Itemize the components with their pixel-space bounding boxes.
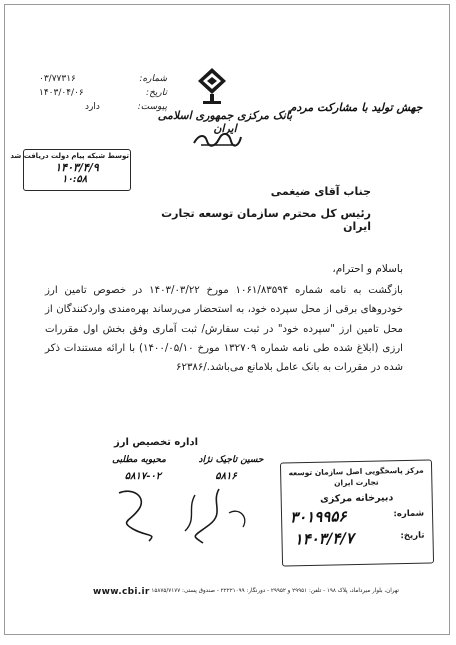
registration-stamp-office: دبیرخانه مرکزی	[319, 492, 394, 505]
meta-attachment-label: پیوست:	[137, 102, 167, 112]
received-stamp-time: ۱۰:۵۸	[62, 174, 88, 185]
registration-stamp-org: مرکز پاسخگویی اصل سازمان توسعه تجارت ایران	[288, 465, 424, 488]
registration-stamp	[280, 459, 434, 566]
motto: جهش تولید با مشارکت مردم	[289, 101, 423, 114]
bank-logo-icon	[197, 67, 227, 105]
footer-website: www.cbi.ir	[93, 587, 150, 597]
meta-date	[39, 87, 167, 100]
meta-attachment	[39, 101, 167, 114]
registration-date-value: ۱۴۰۳/۴/۷	[294, 529, 355, 549]
meta-number-value: ۰۳/۷۷۳۱۶	[39, 74, 76, 84]
registration-date-label: تاریخ:	[400, 530, 425, 542]
bank-name: بانک مرکزی جمهوری اسلامی ایران	[157, 109, 293, 135]
received-stamp-date: ۱۴۰۳/۴/۹	[55, 161, 99, 174]
meta-date-value: ۱۴۰۳/۰۴/۰۶	[39, 88, 84, 98]
letter-body: بازگشت به نامه شماره ۱۰۶۱/۸۳۵۹۴ مورخ ۱۴۰۳/۰۳/۲۲ در خصوص تامین ارز خودروهای برقی از محل سپرده خود، به استحضار می‌رساند بهره‌مندی واردکنندگان از محل تامین ارز "سپرده خود" در ثبت سفارش/ ثبت آماری وفق بخش اول مقررات ارزی (ابلاغ شده طی نامه شماره ۱۳۲۷۰۹ مورخ ۱۴۰۰/۰۵/۱۰) با ارائه مستندات ذکر شده در مقررات به بانک عامل بلامانع می‌باشد./۶۲۳۸۶	[45, 285, 403, 374]
meta-attachment-value: دارد	[85, 102, 100, 112]
received-stamp-title: توسط شبکه پیام دولت دریافت شد	[10, 152, 129, 160]
greeting: باسلام و احترام،	[332, 263, 403, 275]
registration-number-value: ۳۰۱۹۹۵۶	[289, 507, 347, 527]
received-stamp	[10, 149, 131, 191]
signer-1-code: ۵۸۱۶	[215, 471, 237, 482]
signature-department: اداره تخصیص ارز	[113, 437, 199, 448]
letter-page	[4, 4, 450, 635]
signer-2-code: ۵۸۱۷-۰۲	[124, 471, 162, 482]
signer-1: حسین تاجیک نژاد	[198, 455, 264, 465]
handwritten-signature-mark	[99, 483, 279, 549]
registration-number-row	[282, 505, 432, 530]
recipient-name: جناب آقای ضیغمی	[270, 185, 371, 198]
registration-date-row	[282, 527, 432, 552]
signer-2: محبوبه مطلبی	[112, 455, 166, 465]
bank-seal-mark	[191, 131, 243, 149]
letter-meta	[39, 73, 169, 115]
footer-address: تهران، بلوار میرداماد، پلاک ۱۹۸ - تلفن: ۲۹۹۵۱ و ۲۹۹۵۲ - دورنگار: ۲۲۲۲۱۰۹۹ - صندوق پستی: ۱۵۸۷۵/۷۱۷۷	[151, 588, 399, 594]
meta-number	[39, 73, 167, 86]
meta-date-label: تاریخ:	[146, 88, 167, 98]
meta-number-label: شماره:	[139, 74, 167, 84]
recipient-title: رئیس کل محترم سازمان توسعه تجارت ایران	[161, 207, 371, 233]
registration-number-label: شماره:	[393, 508, 425, 520]
